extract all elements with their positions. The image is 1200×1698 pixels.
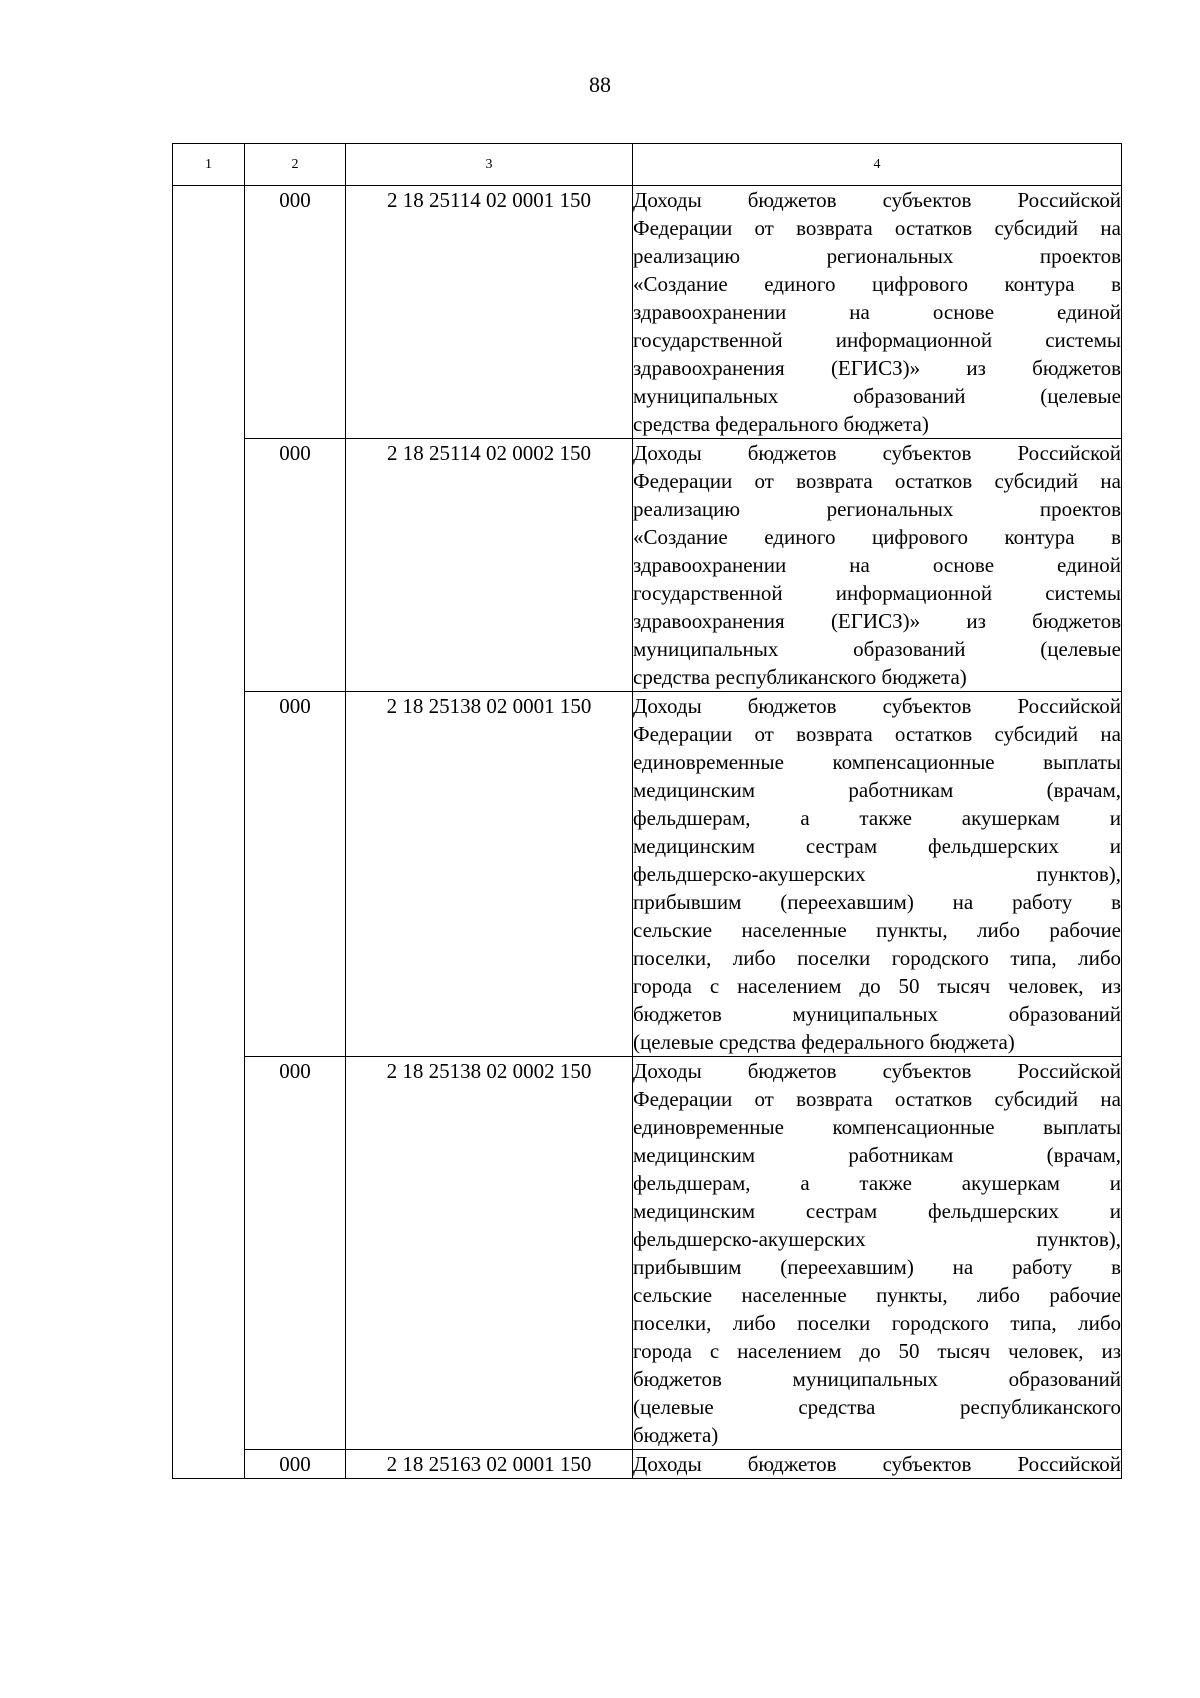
table-body	[173, 186, 1122, 1479]
description-line: Федерации от возврата остатков субсидий на	[633, 469, 1121, 493]
description-line: медицинским сестрам фельдшерских и	[633, 834, 1121, 858]
table-row	[173, 439, 1122, 692]
header-col-2: 2	[245, 144, 346, 186]
description-line: бюджетов муниципальных образований	[633, 1367, 1121, 1391]
description-line: города с населением до 50 тысяч человек, из	[633, 1339, 1121, 1363]
description-line: единовременные компенсационные выплаты	[633, 1115, 1121, 1139]
description-line: «Создание единого цифрового контура в	[633, 272, 1121, 296]
budget-code-cell: 2 18 25138 02 0001 150	[346, 692, 633, 1057]
table-row	[173, 1057, 1122, 1450]
description-line: прибывшим (переехавшим) на работу в	[633, 1255, 1121, 1279]
description-line: поселки, либо поселки городского типа, либо	[633, 946, 1121, 970]
budget-code-cell: 2 18 25114 02 0001 150	[346, 186, 633, 439]
header-col-4: 4	[633, 144, 1122, 186]
description-line: здравоохранения (ЕГИСЗ)» из бюджетов	[633, 609, 1121, 633]
description-line: муниципальных образований (целевые	[633, 637, 1121, 661]
income-description-cell	[633, 692, 1122, 1057]
admin-code-cell: 000	[245, 692, 346, 1057]
description-line: Доходы бюджетов субъектов Российской	[633, 1059, 1121, 1083]
admin-code-cell: 000	[245, 1450, 346, 1479]
budget-classification-table	[172, 143, 1122, 1479]
description-line: средства федерального бюджета)	[633, 412, 929, 436]
description-line: государственной информационной системы	[633, 581, 1121, 605]
description-line: Доходы бюджетов субъектов Российской	[633, 1452, 1121, 1476]
admin-code-cell: 000	[245, 186, 346, 439]
description-line: фельдшерам, а также акушеркам и	[633, 1171, 1121, 1195]
table-header-row	[173, 144, 1122, 186]
description-line: прибывшим (переехавшим) на работу в	[633, 890, 1121, 914]
description-line: реализацию региональных проектов	[633, 497, 1121, 521]
description-line: реализацию региональных проектов	[633, 244, 1121, 268]
budget-code-cell: 2 18 25163 02 0001 150	[346, 1450, 633, 1479]
income-description-cell	[633, 186, 1122, 439]
description-line: (целевые средства республиканского	[633, 1395, 1121, 1419]
description-line: фельдшерам, а также акушеркам и	[633, 806, 1121, 830]
description-line: «Создание единого цифрового контура в	[633, 525, 1121, 549]
table-row	[173, 1450, 1122, 1479]
description-line: государственной информационной системы	[633, 328, 1121, 352]
description-line: фельдшерско-акушерских пунктов),	[633, 1227, 1121, 1251]
admin-code-cell: 000	[245, 439, 346, 692]
header-col-3: 3	[346, 144, 633, 186]
description-line: средства республиканского бюджета)	[633, 665, 967, 689]
income-description-cell	[633, 439, 1122, 692]
description-line: (целевые средства федерального бюджета)	[633, 1030, 1015, 1054]
description-line: бюджетов муниципальных образований	[633, 1002, 1121, 1026]
description-line: здравоохранении на основе единой	[633, 300, 1121, 324]
description-line: Федерации от возврата остатков субсидий на	[633, 1087, 1121, 1111]
description-line: Доходы бюджетов субъектов Российской	[633, 441, 1121, 465]
description-line: здравоохранении на основе единой	[633, 553, 1121, 577]
description-line: медицинским работникам (врачам,	[633, 1143, 1121, 1167]
description-line: муниципальных образований (целевые	[633, 384, 1121, 408]
income-description-cell	[633, 1450, 1122, 1479]
description-line: Доходы бюджетов субъектов Российской	[633, 188, 1121, 212]
description-line: Федерации от возврата остатков субсидий на	[633, 216, 1121, 240]
table-row	[173, 186, 1122, 439]
income-description-cell	[633, 1057, 1122, 1450]
admin-code-cell: 000	[245, 1057, 346, 1450]
budget-code-cell: 2 18 25114 02 0002 150	[346, 439, 633, 692]
table-row	[173, 692, 1122, 1057]
description-line: здравоохранения (ЕГИСЗ)» из бюджетов	[633, 356, 1121, 380]
description-line: Федерации от возврата остатков субсидий на	[633, 722, 1121, 746]
description-line: единовременные компенсационные выплаты	[633, 750, 1121, 774]
description-line: поселки, либо поселки городского типа, либо	[633, 1311, 1121, 1335]
description-line: фельдшерско-акушерских пунктов),	[633, 862, 1121, 886]
description-line: сельские населенные пункты, либо рабочие	[633, 918, 1121, 942]
description-line: сельские населенные пункты, либо рабочие	[633, 1283, 1121, 1307]
description-line: бюджета)	[633, 1423, 719, 1447]
description-line: медицинским работникам (врачам,	[633, 778, 1121, 802]
budget-code-cell: 2 18 25138 02 0002 150	[346, 1057, 633, 1450]
description-line: медицинским сестрам фельдшерских и	[633, 1199, 1121, 1223]
page-number: 88	[589, 72, 611, 97]
empty-col-1-cell	[173, 186, 245, 1479]
header-col-1: 1	[173, 144, 245, 186]
description-line: города с населением до 50 тысяч человек, из	[633, 974, 1121, 998]
description-line: Доходы бюджетов субъектов Российской	[633, 694, 1121, 718]
